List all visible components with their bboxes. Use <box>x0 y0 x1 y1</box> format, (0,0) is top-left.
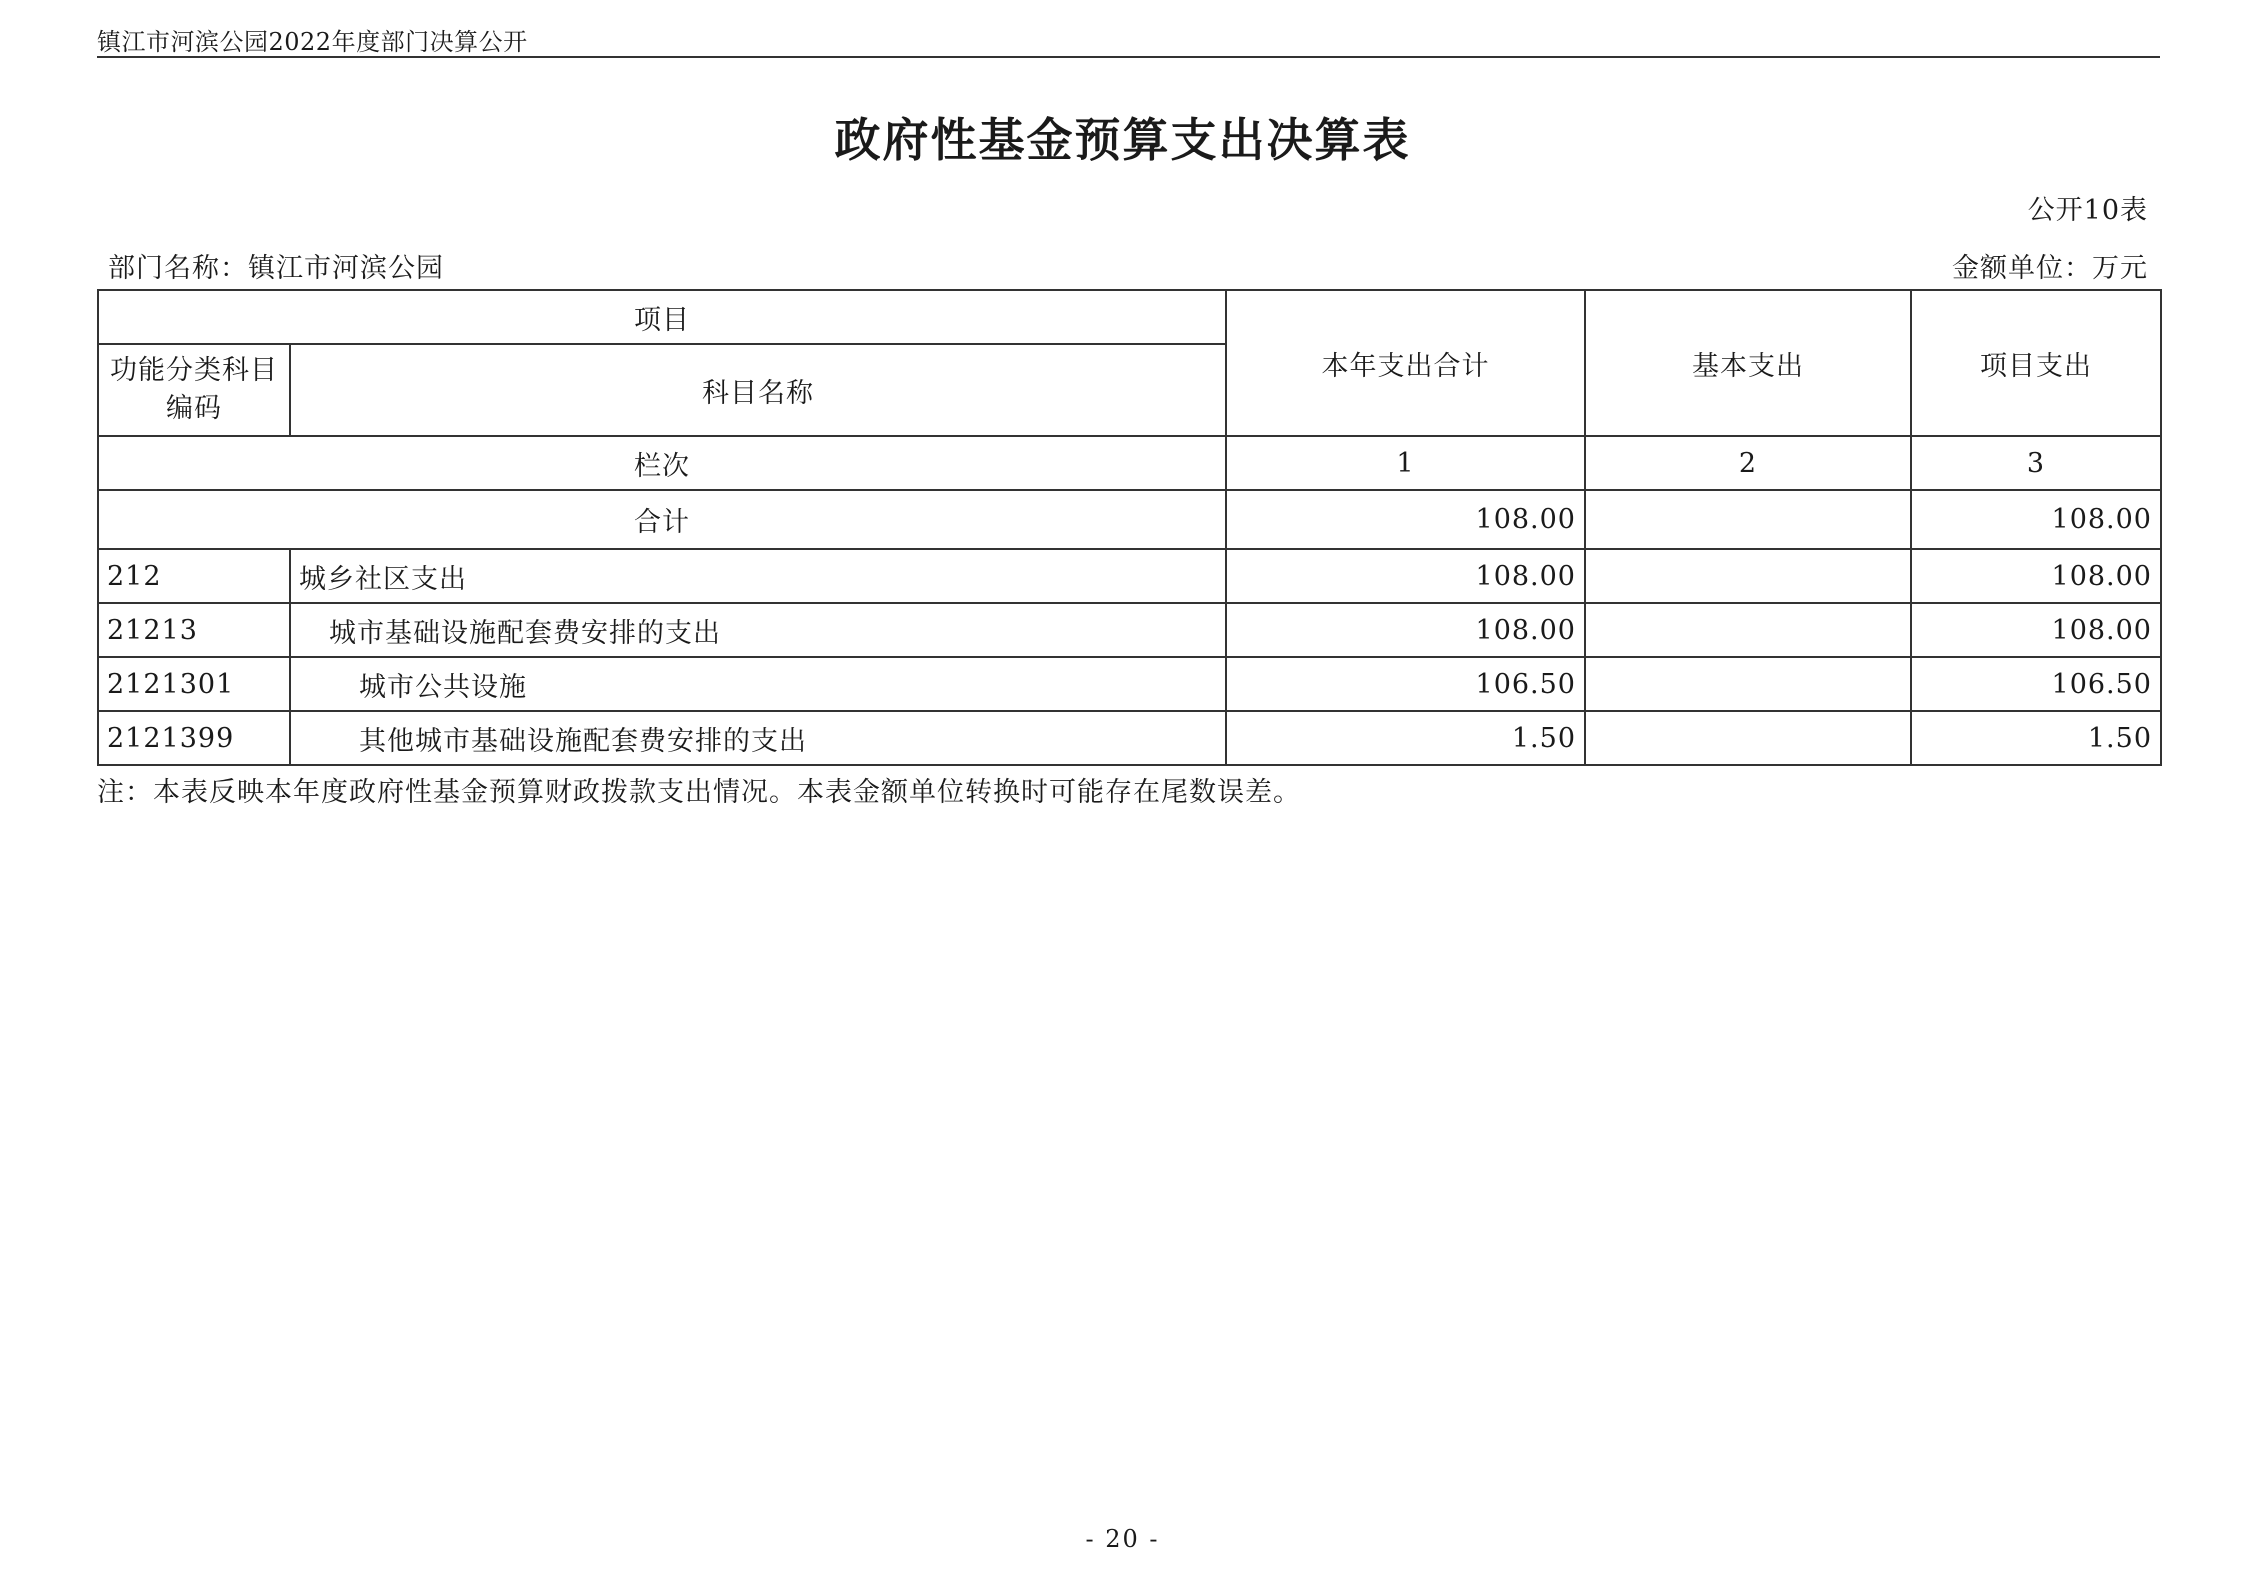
running-header: 镇江市河滨公园2022年度部门决算公开 <box>97 28 528 56</box>
row-project: 1.50 <box>1911 711 2161 765</box>
sum-total: 108.00 <box>1226 490 1585 549</box>
row-total: 108.00 <box>1226 549 1585 603</box>
table-row <box>98 657 2161 711</box>
column-2: 2 <box>1585 436 1911 490</box>
row-basic <box>1585 711 1911 765</box>
row-name: 其他城市基础设施配套费安排的支出 <box>290 711 1226 765</box>
column-number-row <box>98 436 2161 490</box>
header-name: 科目名称 <box>290 344 1226 436</box>
header-total: 本年支出合计 <box>1226 290 1585 436</box>
row-basic <box>1585 549 1911 603</box>
header-code: 功能分类科目编码 <box>98 344 290 436</box>
row-basic <box>1585 657 1911 711</box>
page-number: - 20 - <box>1085 1525 1160 1553</box>
row-name: 城市基础设施配套费安排的支出 <box>290 603 1226 657</box>
table-row <box>98 711 2161 765</box>
row-basic <box>1585 603 1911 657</box>
header-rule <box>97 56 2160 58</box>
row-project: 106.50 <box>1911 657 2161 711</box>
row-code: 212 <box>98 549 290 603</box>
table-note: 注：本表反映本年度政府性基金预算财政拨款支出情况。本表金额单位转换时可能存在尾数误差。 <box>97 777 1301 808</box>
column-3: 3 <box>1911 436 2161 490</box>
row-project: 108.00 <box>1911 603 2161 657</box>
page-title: 政府性基金预算支出决算表 <box>834 113 1411 167</box>
row-name: 城市公共设施 <box>290 657 1226 711</box>
header-row-1 <box>98 290 2161 344</box>
row-code: 2121301 <box>98 657 290 711</box>
row-total: 108.00 <box>1226 603 1585 657</box>
header-item: 项目 <box>98 290 1226 344</box>
department-name: 部门名称：镇江市河滨公园 <box>108 253 444 284</box>
row-total: 106.50 <box>1226 657 1585 711</box>
column-1: 1 <box>1226 436 1585 490</box>
sum-basic <box>1585 490 1911 549</box>
row-project: 108.00 <box>1911 549 2161 603</box>
table-number: 公开10表 <box>2027 195 2148 226</box>
sum-row <box>98 490 2161 549</box>
row-total: 1.50 <box>1226 711 1585 765</box>
row-name: 城乡社区支出 <box>290 549 1226 603</box>
header-basic: 基本支出 <box>1585 290 1911 436</box>
header-project: 项目支出 <box>1911 290 2161 436</box>
row-code: 2121399 <box>98 711 290 765</box>
column-label: 栏次 <box>98 436 1226 490</box>
expenditure-table <box>97 289 2162 766</box>
table-row <box>98 603 2161 657</box>
row-code: 21213 <box>98 603 290 657</box>
sum-label: 合计 <box>98 490 1226 549</box>
amount-unit: 金额单位：万元 <box>1952 253 2148 284</box>
table-row <box>98 549 2161 603</box>
sum-project: 108.00 <box>1911 490 2161 549</box>
